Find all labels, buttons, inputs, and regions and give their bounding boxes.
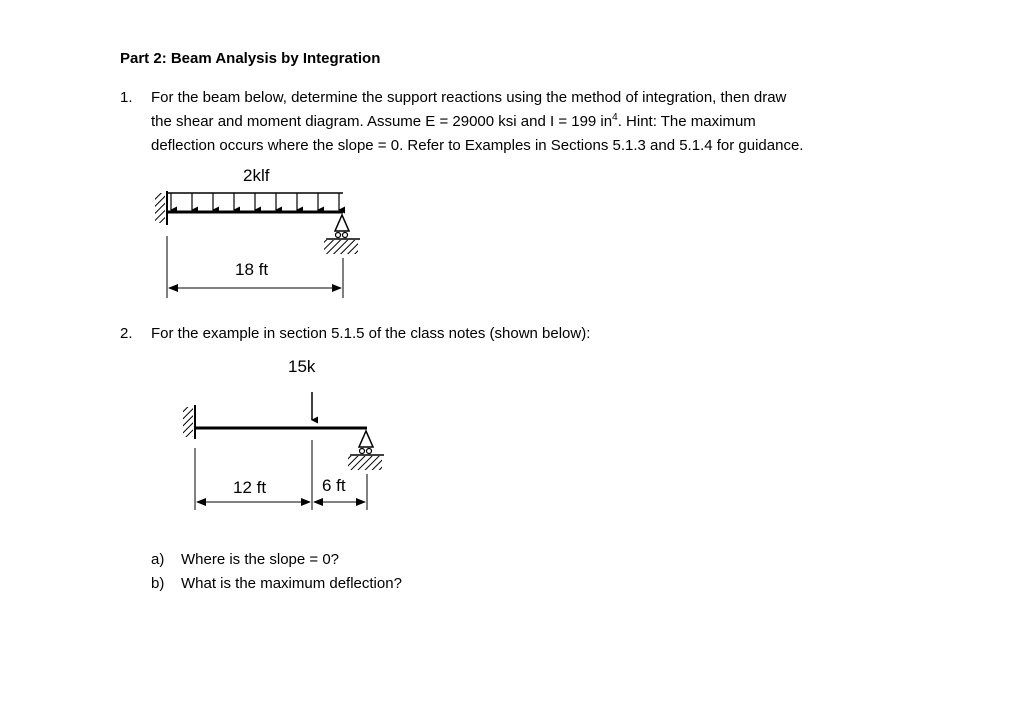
sub-a-text: Where is the slope = 0? <box>181 551 340 568</box>
q2-fixed-support <box>183 405 195 439</box>
q1-fixed-support <box>155 191 167 225</box>
question-2-number: 2. <box>120 325 133 342</box>
section-title: Part 2: Beam Analysis by Integration <box>120 50 381 67</box>
sub-b-text: What is the maximum deflection? <box>181 575 402 592</box>
q1-dimension <box>167 236 343 298</box>
q2-span2-label: 6 ft <box>322 476 346 495</box>
question-1-line-1: For the beam below, determine the support reactions using the method of integration, then draw <box>151 89 787 106</box>
q1-load-label: 2klf <box>243 166 270 185</box>
question-1-number: 1. <box>120 89 133 106</box>
question-1-line-3: deflection occurs where the slope = 0. Refer to Examples in Sections 5.1.3 and 5.1.4 for guidance. <box>151 137 804 154</box>
q2-roller-support <box>348 431 384 470</box>
question-1-line-2-start: the shear and moment diagram. Assume E = 29000 ksi and I = 199 in <box>151 113 613 130</box>
sub-b-marker: b) <box>151 575 165 592</box>
q2-load-label: 15k <box>288 357 316 376</box>
q1-span-label: 18 ft <box>235 260 269 279</box>
sub-a-marker: a) <box>151 551 165 568</box>
q1-distributed-load-arrows <box>171 193 339 210</box>
question-2-line-1: For the example in section 5.1.5 of the class notes (shown below): <box>151 325 591 342</box>
exponent: 4 <box>612 112 618 123</box>
q1-roller-support <box>324 215 360 254</box>
question-1-line-2-end: . Hint: The maximum <box>617 113 756 130</box>
q2-span1-label: 12 ft <box>233 478 267 497</box>
q2-dimensions <box>195 440 367 510</box>
